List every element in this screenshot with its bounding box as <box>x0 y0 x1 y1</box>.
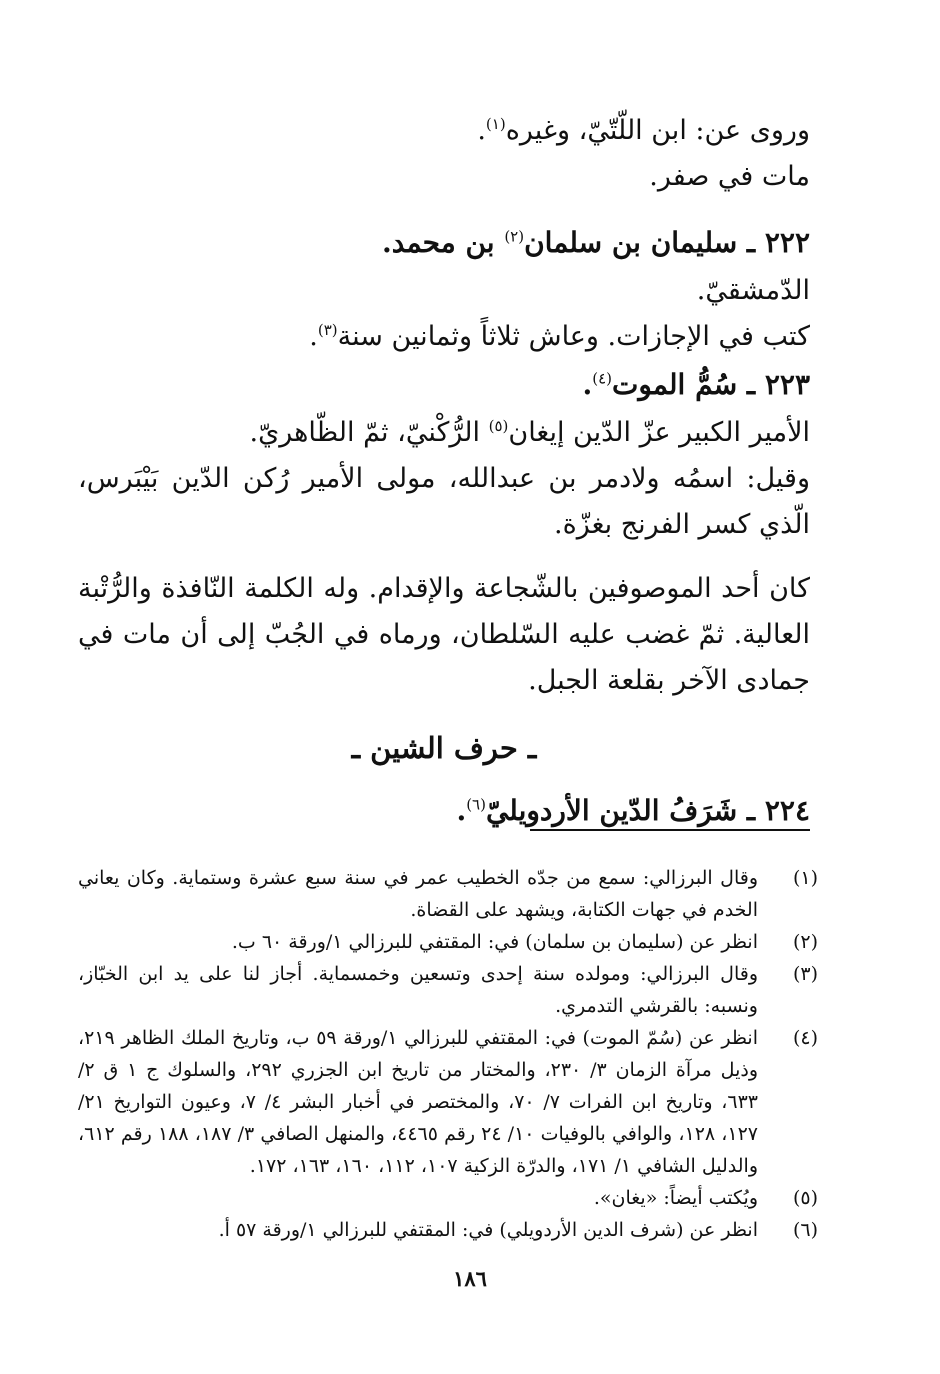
footnote-ref: (٥) <box>488 417 509 435</box>
footnote-text: وقال البرزالي: سمع من جدّه الخطيب عمر في سنة سبع عشرة وستماية. وكان يعاني الخدم في جهات الكتابة، ويشهد على القضاة. <box>78 867 758 921</box>
footnote-number: (٣) <box>792 963 818 985</box>
footnote-number: (٤) <box>792 1027 818 1049</box>
footnote-number: (١) <box>792 867 818 889</box>
paragraph: وروى عن: ابن اللّتّيّ، وغيره$^{(١)}$. <box>477 115 810 146</box>
entry-224-title: ٢٢٤ ـ شَرَفُ الدّين الأردويليّ$^{(٦)}$. <box>456 794 810 827</box>
footnote-ref: (٣) <box>317 321 338 339</box>
footnote-5 <box>78 1182 818 1214</box>
footnote-text: ويُكتب أيضاً: «يغان». <box>593 1187 758 1209</box>
entry-222-title: ٢٢٢ ـ سليمان بن سلمان$^{(٢)}$ بن محمد. <box>382 226 810 259</box>
paragraph: كتب في الإجازات. وعاش ثلاثاً وثمانين سنة$^{(٣)}$. <box>309 321 810 352</box>
paragraph: مات في صفر. <box>649 161 810 192</box>
footnote-number: (٥) <box>792 1187 818 1209</box>
footnotes <box>78 862 818 1246</box>
footnote-6 <box>78 1214 818 1246</box>
footnote-text: انظر عن (سُمّ الموت) في: المقتفي للبرزالي ١/ورقة ٥٩ ب، وتاريخ الملك الظاهر ٢١٩، وذيل مرآة الزمان ٣/ ٢٣٠، والمختار من تاريخ ابن الجزري ٢٩٢، والسلوك ج ١ ق ٢/ ٦٣٣، وتاريخ ابن الفرات ٧/ ٧٠، والمختصر في أخبار البشر ٤/ ٧، وعيون التواريخ ٢١/ ١٢٧، ١٢٨، والوافي بالوفيات ١٠/ ٢٤ رقم ٤٤٦٥، والمنهل الصافي ٣/ ١٨٧، ١٨٨ رقم ٦١٢، والدليل الشافي ١/ ١٧١، والدرّة الزكية ١٠٧، ١١٢، ١٦٠، ١٦٣، ١٧٢. <box>78 1027 759 1177</box>
footnote-ref: (١) <box>485 115 506 133</box>
entry-223-title: ٢٢٣ ـ سُمُّ الموت$^{(٤)}$. <box>582 368 810 401</box>
footnote-text: انظر عن (سليمان بن سلمان) في: المقتفي للبرزالي ١/ورقة ٦٠ ب. <box>231 931 758 953</box>
footnote-text: وقال البرزالي: ومولده سنة إحدى وتسعين وخمسماية. أجاز لنا على يد ابن الخبّاز، ونسبه: بالقرشي التدمري. <box>78 963 758 1017</box>
footnote-3 <box>78 958 818 1022</box>
footnote-ref: (٢) <box>504 227 525 246</box>
footnote-ref: (٦) <box>466 795 486 814</box>
page-number: ١٨٦ <box>453 1266 487 1291</box>
footnote-ref: (٤) <box>592 369 612 388</box>
footnote-number: (٢) <box>792 931 818 953</box>
paragraph: الأمير الكبير عزّ الدّين إيغان$^{(٥)}$ الرُّكْنيّ، ثمّ الظّاهريّ. <box>249 417 810 448</box>
paragraph: الدّمشقيّ. <box>696 275 810 306</box>
footnote-divider <box>530 829 810 831</box>
footnote-2 <box>78 926 818 958</box>
section-title: ـ حرف الشين ـ <box>351 731 537 765</box>
footnote-text: انظر عن (شرف الدين الأردويلي) في: المقتفي للبرزالي ١/ورقة ٥٧ أ. <box>218 1219 758 1241</box>
paragraph: كان أحد الموصوفين بالشّجاعة والإقدام. وله الكلمة النّافذة والرُّتْبة العالية. ثمّ غضب عليه السّلطان، ورماه في الجُبّ إلى أن مات في جمادى الآخر بقلعة الجبل. <box>78 573 810 696</box>
footnote-number: (٦) <box>792 1219 818 1241</box>
main-text <box>78 108 810 836</box>
paragraph: وقيل: اسمُه ولادمر بن عبدالله، مولى الأمير رُكن الدّين بَيْبَرس، الّذي كسر الفرنج بغزّة. <box>78 463 810 540</box>
footnote-1 <box>78 862 818 926</box>
footnote-4 <box>78 1022 818 1182</box>
